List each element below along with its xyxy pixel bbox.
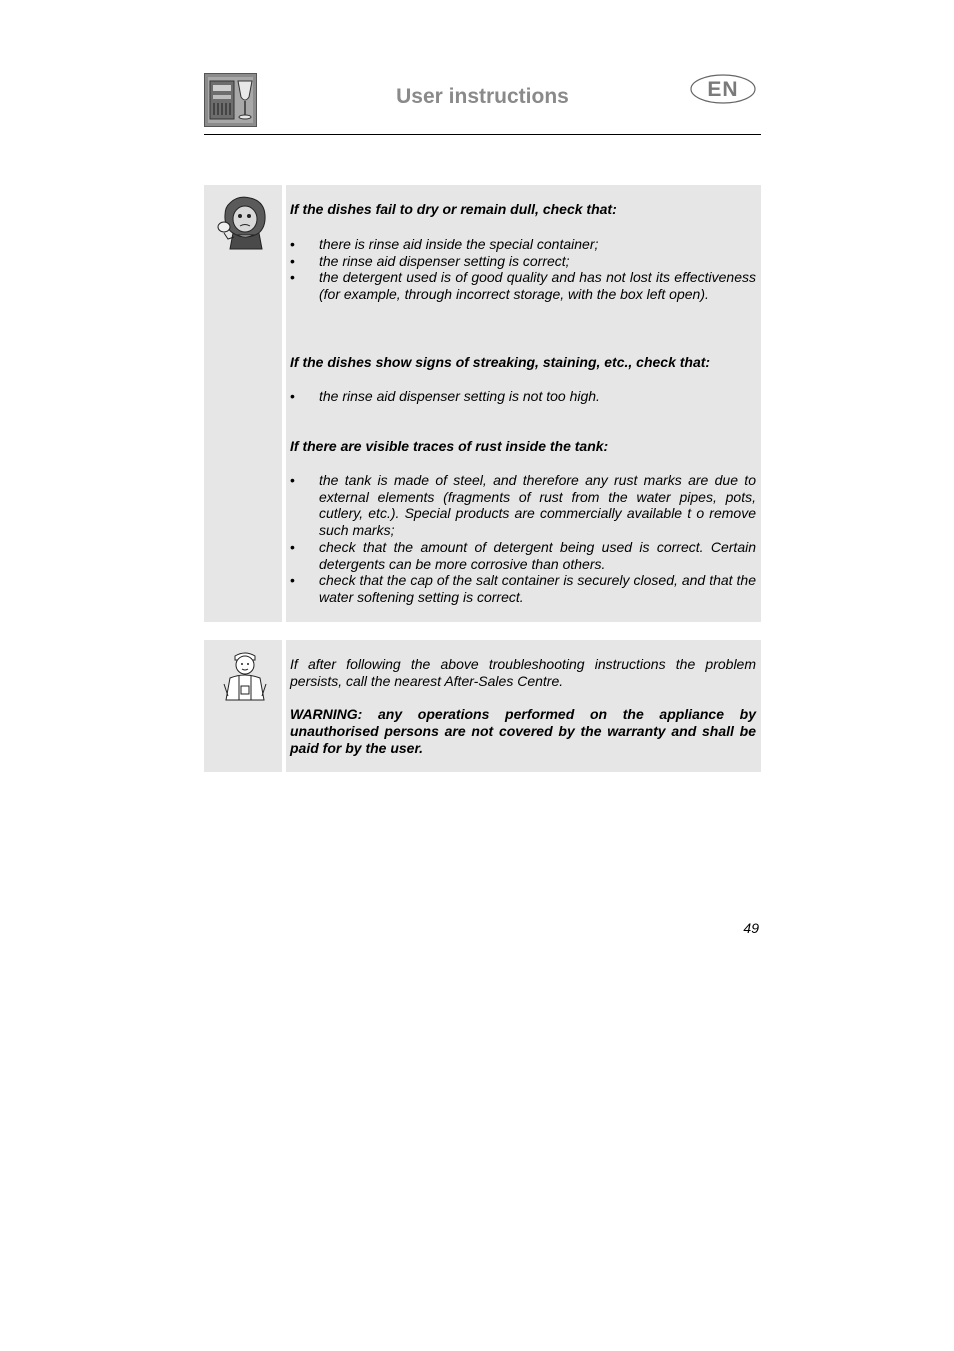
list-item: • check that the amount of detergent being used is correct. Certain detergents can be more corrosive than others.	[290, 539, 756, 572]
check-list-rust	[290, 472, 756, 606]
after-sales-paragraph: If after following the above troubleshooting instructions the problem persists, call the nearest After-Sales Centre.	[290, 656, 756, 689]
section-heading-rust: If there are visible traces of rust inside the tank:	[290, 438, 609, 454]
list-item: • check that the cap of the salt container is securely closed, and that the water softening setting is correct.	[290, 572, 756, 605]
list-item: • the detergent used is of good quality and has not lost its effectiveness (for example, through incorrect storage, with the box left open).	[290, 269, 756, 302]
page-header	[204, 72, 761, 135]
list-item: • the tank is made of steel, and therefore any rust marks are due to external elements (fragments of rust from the water pipes, pots, cutlery, etc.). Special products are commercially available t o remove such marks;	[290, 472, 756, 539]
panel-text-column	[286, 640, 761, 772]
section-heading-streaking: If the dishes show signs of streaking, staining, etc., check that:	[290, 354, 711, 370]
panel-icon-column	[204, 185, 282, 622]
check-list-streaking	[290, 388, 756, 405]
service-technician-icon	[218, 648, 272, 706]
troubleshooting-panel	[204, 185, 761, 622]
after-sales-panel	[204, 640, 761, 772]
page-title: User instructions	[396, 85, 569, 108]
section-heading-dry-dull: If the dishes fail to dry or remain dull, check that:	[290, 201, 617, 217]
list-item: • there is rinse aid inside the special container;	[290, 236, 756, 253]
list-item: • the rinse aid dispenser setting is not too high.	[290, 388, 756, 405]
language-badge: EN	[707, 78, 739, 101]
page-number: 49	[743, 920, 759, 936]
list-item: • the rinse aid dispenser setting is correct;	[290, 253, 756, 270]
worried-woman-icon	[216, 195, 270, 251]
panel-text-column	[286, 185, 761, 622]
panel-icon-column	[204, 640, 282, 772]
check-list-dry-dull	[290, 236, 756, 303]
warranty-warning: WARNING: any operations performed on the appliance by unauthorised persons are not covered by the warranty and shall be paid for by the user.	[290, 706, 756, 756]
